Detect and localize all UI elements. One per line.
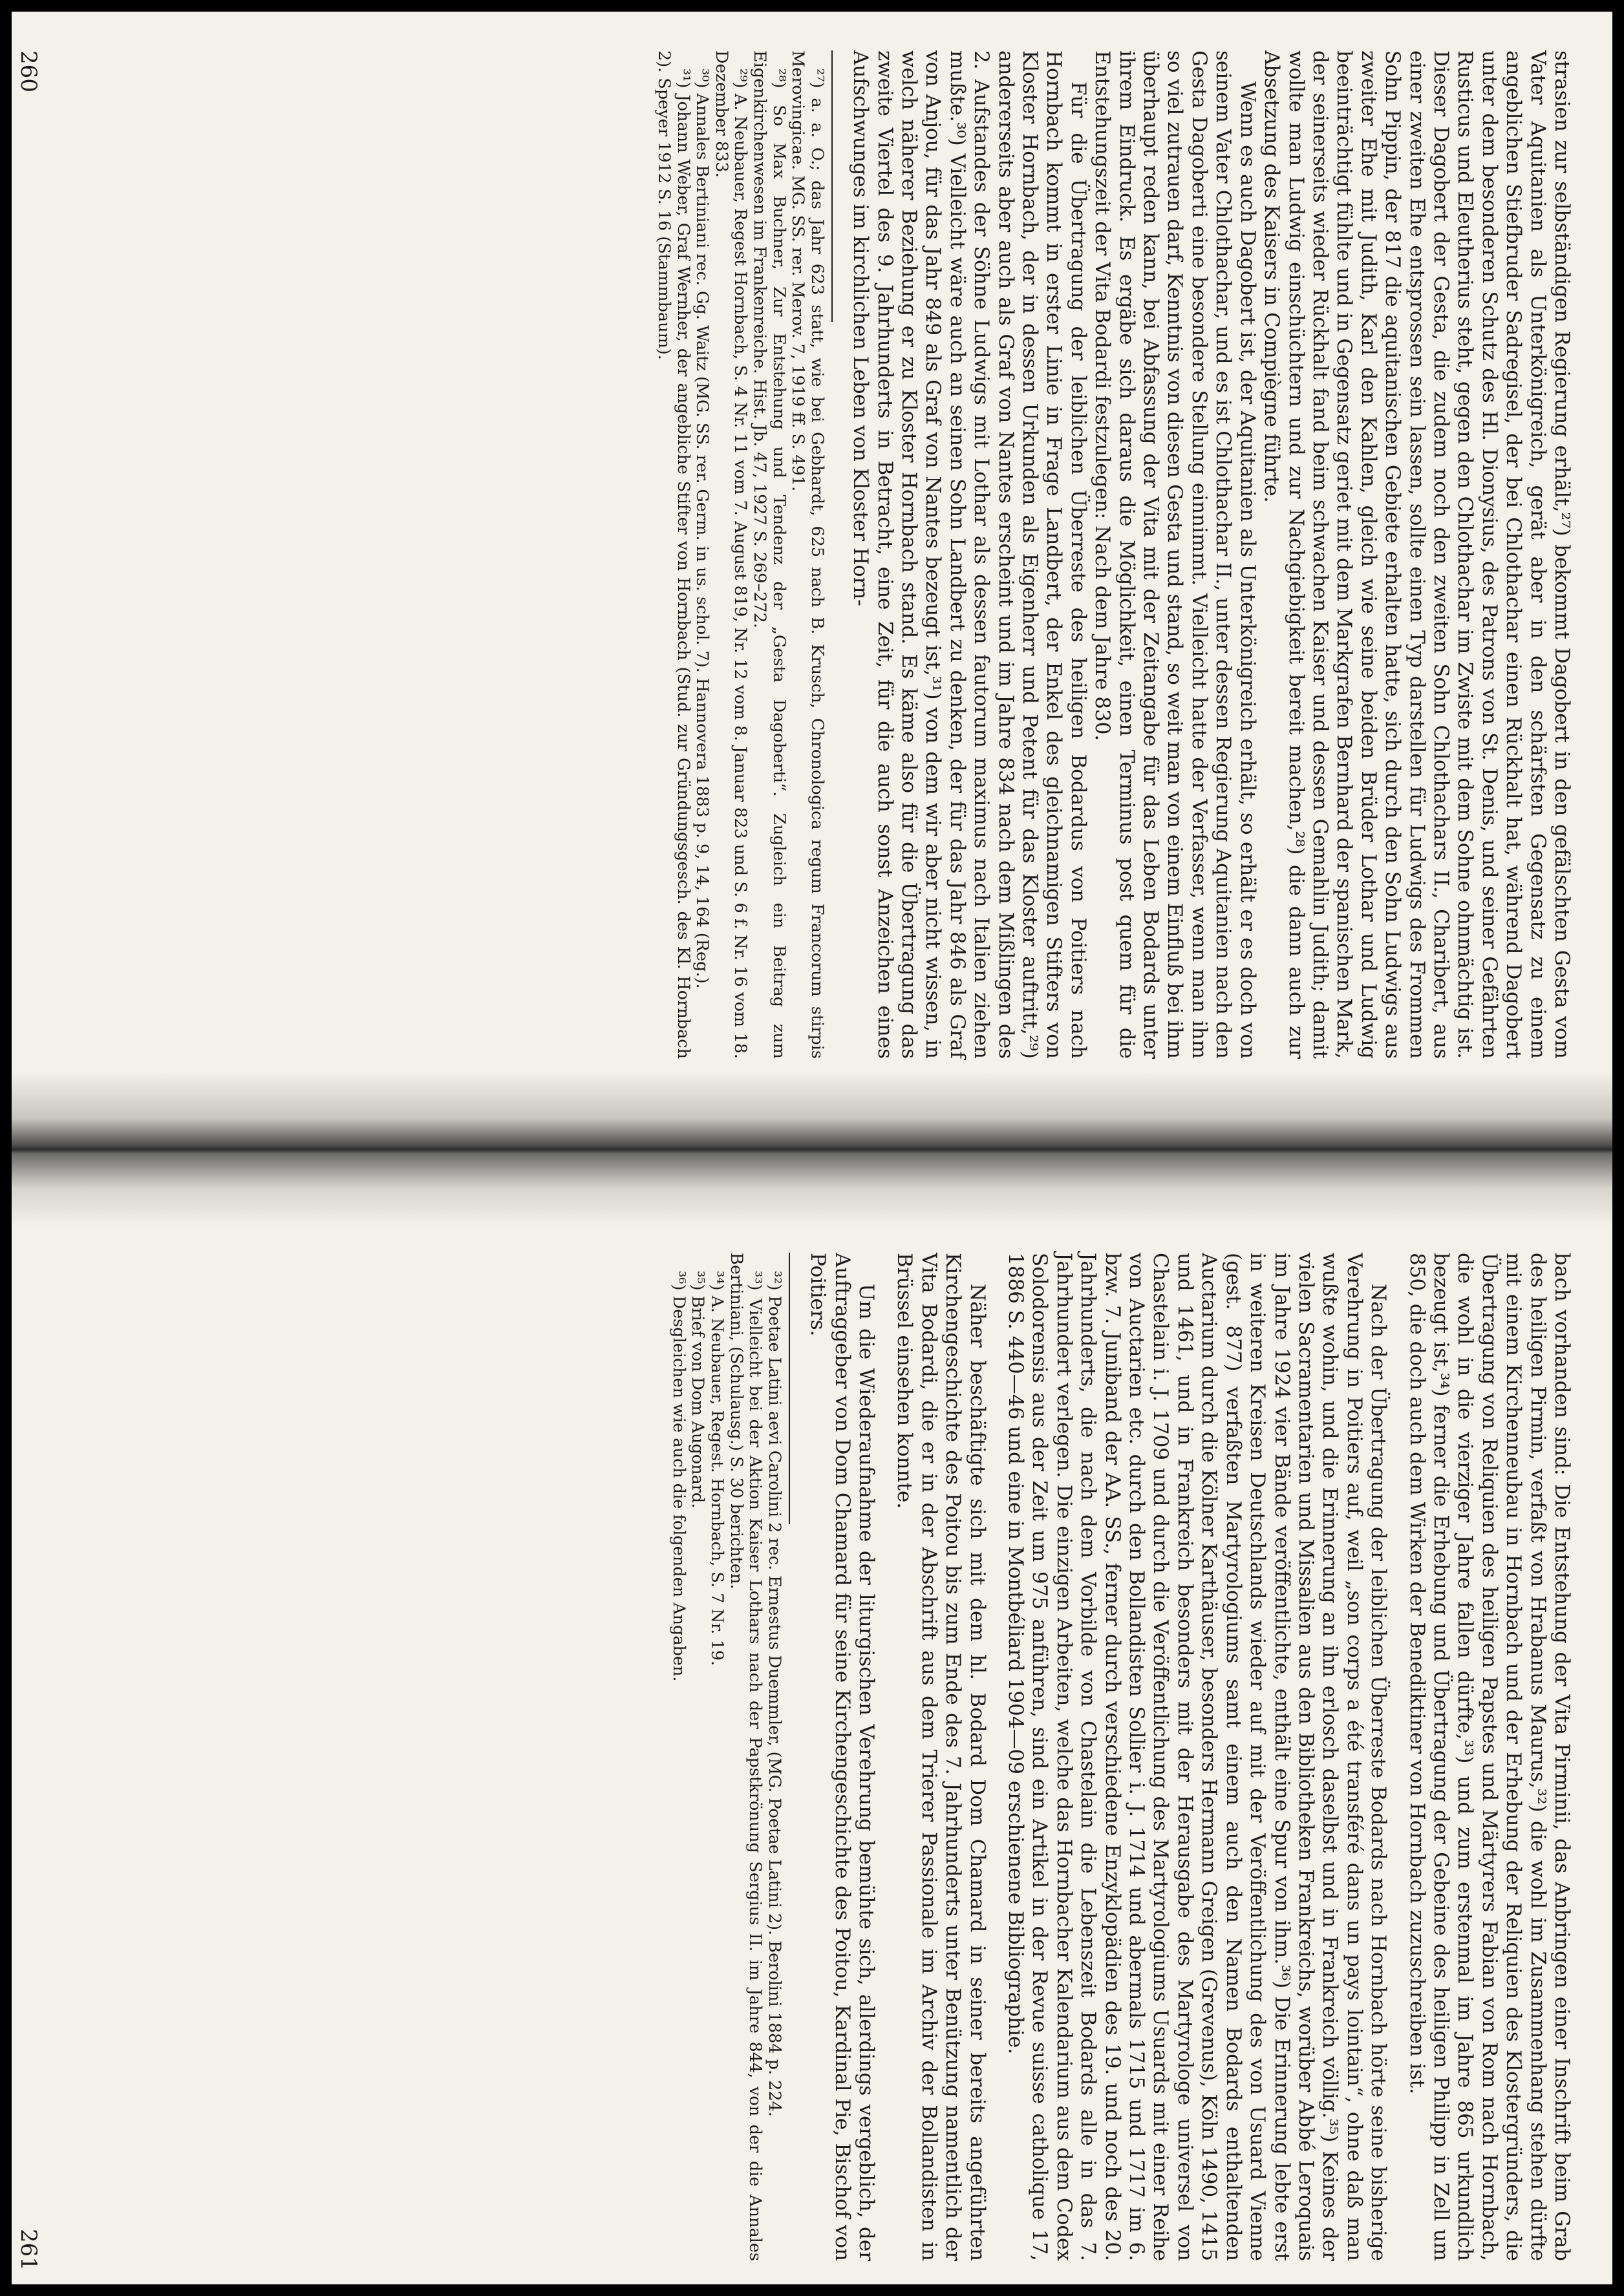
- footnote-36: ³⁶) Desgleichen wie auch die folgenden Angaben.: [668, 1271, 689, 1682]
- footnote-32: ³²) Poetae Latini aevi Carolini 2 rec. Ernestus Duemmler, (MG. Poetae Latini 2). Berolini 1884 p. 224.: [764, 1271, 784, 2117]
- page-number-right: 261: [16, 2229, 41, 2271]
- footnote-rule: [789, 1253, 790, 1524]
- footnote-30: ³⁰) Annales Bertiniani rec. Gg. Waitz (MG. SS. rer. Germ. in us. schol. 7). Hannovera 1883 p. 9, 14, 164 (Reg.).: [692, 69, 712, 989]
- right-paragraph-2: Nach der Übertragung der leiblichen Überreste Bodards nach Hornbach hörte seine bisherige Verehrung in Poitiers auf, weil „son corps a été transféré dans un pays lointain“, ohne daß man wußte wohin, und die Erinnerung an ihn erlosch daselbst und in Frankreich völlig.³⁵) Keines der vielen Sacramentarien und Missalien aus den Bibliotheken Frankreichs, worüber Abbé Leroquais im Jahre 1924 vier Bände veröffentlichte, enthält eine Spur von ihm.³⁶) Die Erinnerung lebte erst in weiteren Kreisen Deutschlands wieder auf mit der Veröffentlichung des von Usuard Vienne (gest. 877) verfaßten Martyrologiums samt einem auch den Namen Bodards enthaltenden Auctarium durch die Kölner Karthäuser, besonders Hermann Greigen (Grevenus), Köln 1490, 1415 und 1461, und in Frankreich besonders mit der Herausgabe des Martyrologe universel von Chastelain i. J. 1709 und durch die Veröffentlichung des Martyrologiums Usuards mit einer Reihe von Auctarien etc. durch den Bollandisten Sollier i. J. 1714 und abermals 1715 und 1717 im 6. bzw. 7. Juniband der AA. SS., ferner durch verschiedene Enzyklopädien des 19. und noch des 20. Jahrhunderts, die nach dem Vorbilde von Chastelain die Lebenszeit Bodards alle in das 7. Jahrhundert verlegen. Die einzigen Arbeiten, welche das Hornbacher Kalendarium aus dem Codex Solodorensis aus der Zeit um 975 anführen, sind ein Artikel in der Revue suisse catholique 17, 1886 S. 440—46 und eine in Montbéliard 1904—09 erschienene Bibliographie.: [1004, 1253, 1391, 2261]
- left-footnotes: [654, 50, 832, 1059]
- footnote-29: ²⁹) A. Neubauer, Regest Hornbach, S. 4 Nr. 11 vom 7. August 819, Nr. 12 vom 8. Januar 823 und S. 6 f. Nr. 16 vom 18. Dezember 833.: [711, 50, 751, 1059]
- footnote-33: ³³) Vielleicht bei der Aktion Kaiser Lothars nach der Papstkrönung Sergius II. im Jahre 844, von der die Annales Bertiniani, (Schulausg.) S. 30 berichten.: [726, 1253, 765, 2261]
- right-footnotes: [668, 1253, 790, 2261]
- left-paragraph-1: strasien zur selbständigen Regierung erhält,²⁷) bekommt Dagobert in den gefälschten Gesta vom Vater Aquitanien als Unterkönigreich, gerät aber in den schärfsten Gegensatz zu einem angeblichen Stiefbruder Sadregisel, der bei Chlothachar einen Rückhalt hat, während Dagobert unter dem besonderen Schutz des Hl. Dionysius, des Patrons von St. Denis, und seiner Gefährten Rusticus und Eleutherius steht, gegen den Chlothachar im Zwiste mit dem Sohne ohnmächtig ist. Dieser Dagobert der Gesta, die zudem noch den zweiten Sohn Chlothachars II., Charibert, aus einer zweiten Ehe entsprossen sein lassen, sollte einen Typ darstellen für Ludwigs des Frommen Sohn Pippin, der 817 die aquitanischen Gebiete erhalten hatte, sich durch den Sohn Ludwigs aus zweiter Ehe mit Judith, Karl den Kahlen, gleich wie seine beiden Brüder Lothar und Ludwig beeinträchtigt fühlte und in Gegensatz geriet mit dem Markgrafen Bernhard der spanischen Mark, der seinerseits wieder Rückhalt fand beim schwachen Kaiser und dessen Gemahlin Judith; damit wollte man Ludwig einschüchtern und zur Nachgiebigkeit bereit machen,²⁸) die dann auch zur Absetzung des Kaisers in Compiègne führte.: [1260, 50, 1574, 1059]
- footnote-35: ³⁵) Brief von Dom Augonard.: [688, 1271, 708, 1509]
- book-gutter: [12, 1072, 1612, 1227]
- right-paragraph-1: bach vorhanden sind: Die Entstehung der Vita Pirminii, das Anbringen einer Inschrift beim Grab des heiligen Pirmin, verfaßt von Hrabanus Maurus,³²) die wohl im Zusammenhang stehen dürfte mit einem Kirchenneubau in Hornbach und der Erhebung der Reliquien des Klostergründers, die Übertragung von Reliquien des heiligen Papstes und Märtyrers Fabian von Rom nach Hornbach, die wohl in die vierziger Jahre fallen dürfte,³³) und zum erstenmal im Jahre 865 urkundlich bezeugt ist,³⁴) ferner die Erhebung und Übertragung der Gebeine des heiligen Philipp in Zell um 850, die doch auch dem Wirken der Benediktiner von Hornbach zuzuschreiben ist.: [1405, 1253, 1574, 2261]
- footnote-rule: [831, 50, 833, 322]
- scanned-book-spread: [12, 12, 1612, 2284]
- left-page: [48, 50, 1574, 1059]
- footnote-27: ²⁷) a. a. O.; das Jahr 623 statt, wie bei Gebhardt, 625 nach B. Krusch, Chronologica regum Francorum stirpis Merovingicae. MG. SS. rer. Merov. 7, 1919 ff. S. 491.: [788, 50, 827, 1059]
- footnote-34: ³⁴) A. Neubauer, Regest. Hornbach, S. 7 Nr. 19.: [707, 1271, 727, 1666]
- right-paragraph-4: Um die Wiederaufnahme der liturgischen Verehrung bemühte sich, allerdings vergeblich, der Auftraggeber von Dom Chamard für seine Kirchengeschichte des Poitou, Kardinal Pie, Bischof von Poitiers.: [806, 1253, 879, 2261]
- right-page: [48, 1253, 1574, 2261]
- left-paragraph-2: Wenn es auch Dagobert ist, der Aquitanien als Unterkönigreich erhält, so erhält er es doch von seinem Vater Chlothachar, und es ist Chlothachar II., unter dessen Regierung Aquitanien nach den Gesta Dagoberti eine besondere Stellung einnimmt. Vielleicht hatte der Verfasser, wenn man ihm so viel zutrauen darf, Kenntnis von diesen Gesta und stand, so weit man von einem Einfluß bei ihm überhaupt reden kann, bei Abfassung der Vita mit der Zeitangabe für das Leben Bodards unter ihrem Eindruck. Es ergäbe sich daraus die Möglichkeit, einen Terminus post quem für die Entstehungszeit der Vita Bodardi festzulegen: Nach dem Jahre 830.: [1091, 50, 1259, 1059]
- page-number-left: 260: [16, 50, 41, 92]
- footnote-31: ³¹) Johann Weber, Graf Wernher, der angebliche Stifter von Hornbach (Stud. zur Gründungsgesch. des Kl. Hornbach 2). Speyer 1912 S. 16 (Stammbaum).: [654, 50, 693, 1059]
- footnote-28: ²⁸) So Max Buchner, Zur Entstehung und Tendenz der „Gesta Dagoberti“. Zugleich ein Beitrag zum Eigenkirchenwesen im Frankenreiche. Hist. Jb. 47, 1927 S. 269–272.: [750, 50, 789, 1059]
- rotated-spread: [12, 12, 1612, 2284]
- left-paragraph-3: Für die Übertragung der leiblichen Überreste des heiligen Bodardus von Poitiers nach Hornbach kommt in erster Linie in Frage Landbert, der Enkel des gleichnamigen Stifters von Kloster Hornbach, der in dessen Urkunden als Eigenherr und Petent für das Kloster auftritt,²⁹) andererseits aber auch als Graf von Nantes erscheint und im Jahre 834 nach dem Mißlingen des 2. Aufstandes der Söhne Ludwigs mit Lothar als dessen fautorum maximus nach Italien ziehen mußte.³⁰) Vielleicht wäre auch an seinen Sohn Landbert zu denken, der für das Jahr 846 als Graf von Anjou, für das Jahr 849 als Graf von Nantes bezeugt ist,³¹) von dem wir aber nicht wissen, in welch näherer Beziehung er zu Kloster Hornbach stand. Es käme also für die Übertragung das zweite Viertel des 9. Jahrhunderts in Betracht, eine Zeit, für die auch sonst Anzeichen eines Aufschwunges im kirchlichen Leben von Kloster Horn-: [849, 50, 1090, 1059]
- right-paragraph-3: Näher beschäftigte sich mit dem hl. Bodard Dom Chamard in seiner bereits angeführten Kirchengeschichte des Poitou bis zum Ende des 7. Jahrhunderts unter Benützung namentlich der Vita Bodardi, die er in der Abschrift aus dem Trierer Passionale im Archiv der Bollandisten in Brüssel einsehen konnte.: [893, 1253, 989, 2261]
